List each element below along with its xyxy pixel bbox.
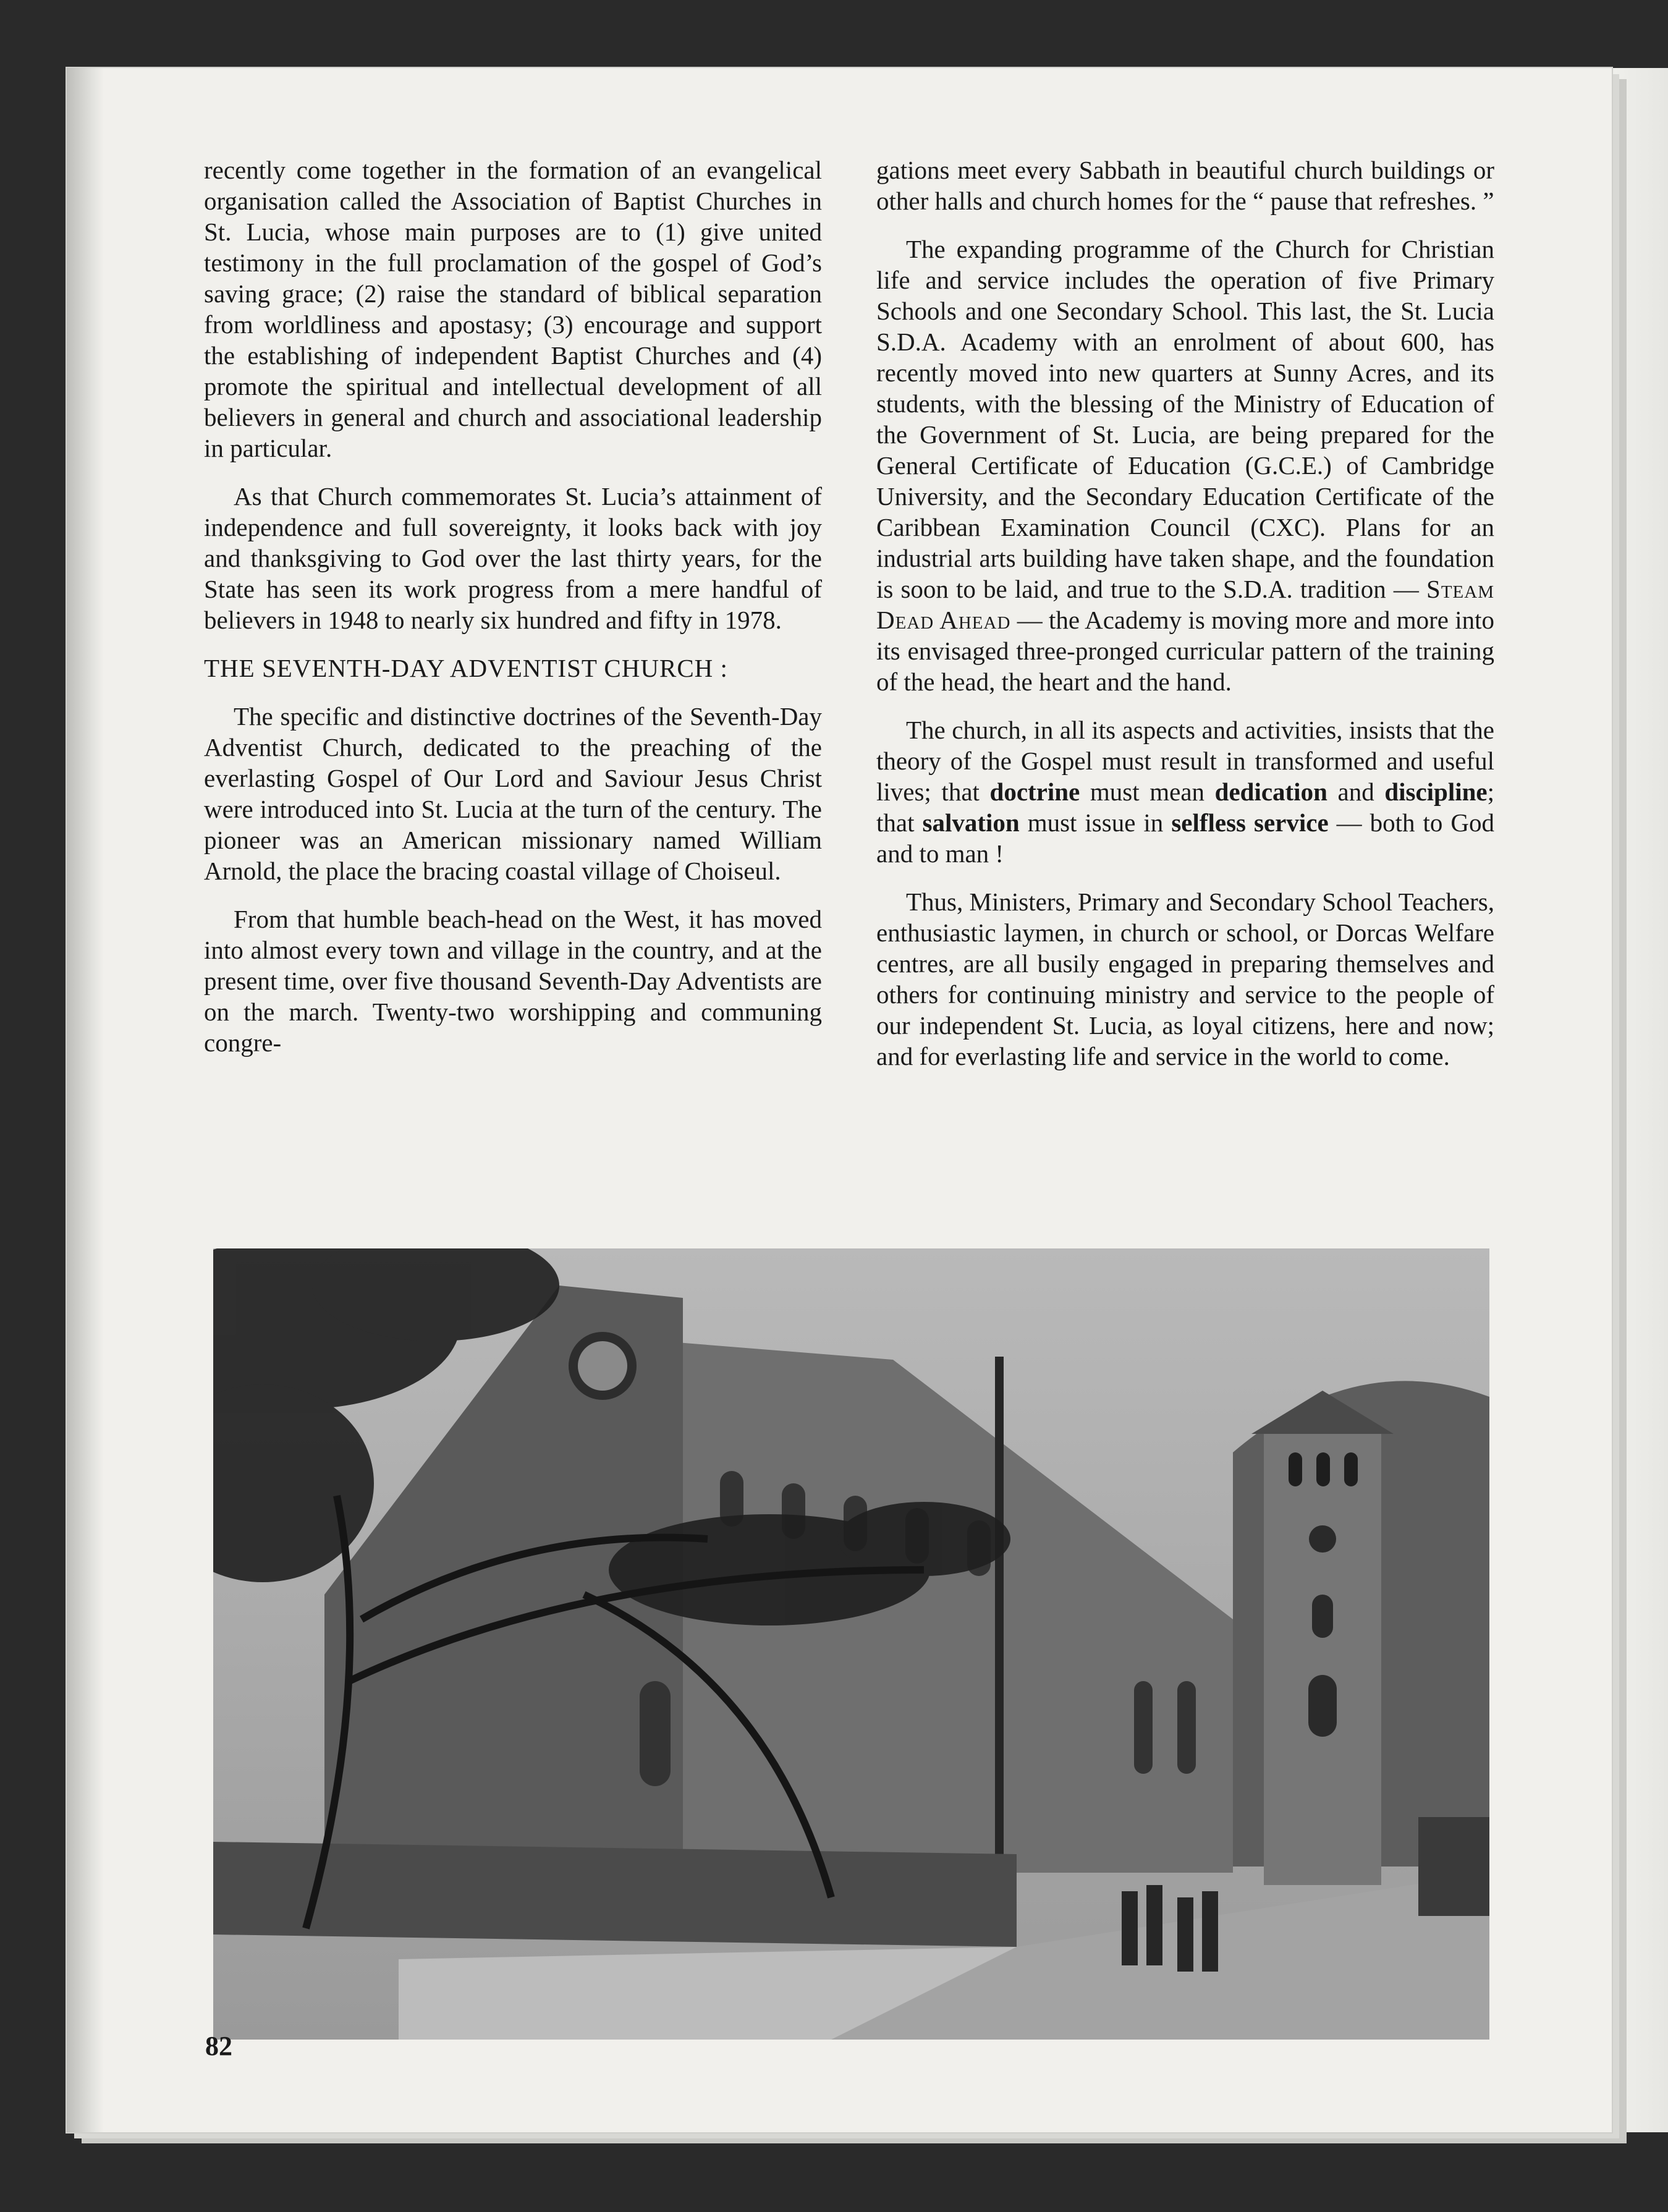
utility-pole: [995, 1357, 1004, 1901]
paragraph: gations meet every Sabbath in beautiful church buildings or other halls and church homes for the “ pause that refreshes. ”: [876, 156, 1494, 215]
bell-tower: [1264, 1428, 1381, 1885]
parked-vehicle: [1418, 1817, 1489, 1916]
paragraph: recently come together in the formation of an evangelical organisation called the Association of Baptist Churches in St. Lucia, whose main purposes are to (1) give united testimony in the full proclamation of the gospel of God’s saving grace; (2) raise the standard of biblical separation from worldliness and apostasy; (3) encourage and support the establishing of independent Baptist Churches and (4) promote the spiritual and intellectual development of all believers in general and church and associational leadership in particular.: [204, 156, 822, 462]
bold-term: discipline: [1384, 778, 1488, 806]
small-caps-text: Steam Dead Ahead: [876, 575, 1494, 634]
paragraph: From that humble beach-head on the West, it has moved into almost every town and village in the country, and at the present time, over five thousand Seventh-Day Adventists are on the march. Twenty-two worshipping and communing congre-: [204, 905, 822, 1057]
section-heading: THE SEVENTH-DAY ADVENTIST CHURCH :: [204, 654, 728, 682]
text-run: must issue in: [1027, 808, 1164, 837]
text-run: — the Academy is moving more and more into its envisaged three-pronged curricular pattern of the training of the head, the heart and the hand.: [876, 606, 1495, 696]
text-run: ; that: [876, 778, 1495, 837]
text-run: and: [1337, 778, 1374, 806]
paragraph: [876, 714, 1494, 869]
bold-term: doctrine: [989, 778, 1080, 806]
paragraph: The specific and distinctive doctrines of the Seventh-Day Adventist Church, dedicated to the preaching of the everlasting Gospel of Our Lord and Saviour Jesus Christ were introduced into St. Lucia at the turn of the century. The pioneer was an American missionary named William Arnold, the place the bracing coastal village of Choiseul.: [204, 702, 822, 885]
page-number: 82: [205, 2031, 232, 2061]
text-run: — both to God and to man !: [876, 808, 1495, 868]
paragraph: As that Church commemorates St. Lucia’s attainment of independence and full sovereignty, it looks back with joy and thanksgiving to God over the last thirty years, for the State has seen its work progress from a mere handful of believers in 1948 to nearly six hundred and fifty in 1978.: [204, 482, 822, 634]
bold-term: salvation: [922, 808, 1020, 837]
bold-term: selfless service: [1171, 808, 1329, 837]
paragraph: [876, 234, 1494, 697]
text-run: The church, in all its aspects and activities, insists that the theory of the Gospel must result in transformed and useful lives; that: [876, 716, 1494, 806]
text-run: must mean: [1090, 778, 1205, 806]
text-run: The expanding programme of the Church for Christian life and service includes the operation of five Primary Schools and one Secondary School. This last, the St. Lucia S.D.A. Academy with an enrolment of about 600, has recently moved into new quarters at Sunny Acres, and its students, with the blessing of the Ministry of Education of the Government of St. Lucia, are being prepared for the General Certificate of Education (G.C.E.) of Cambridge University, and the Secondary Education Certificate of the Caribbean Examination Council (CXC). Plans for an industrial arts building have taken shape, and the foundation is soon to be laid, and true to the S.D.A. tradition —: [876, 235, 1494, 603]
right-column: [876, 155, 1494, 1089]
page-binding-shadow: [67, 68, 104, 2132]
left-column: [204, 155, 822, 1075]
bold-term: dedication: [1214, 778, 1327, 806]
church-photograph: [213, 1248, 1489, 2040]
paragraph: Thus, Ministers, Primary and Secondary School Teachers, enthusiastic laymen, in church or school, or Dorcas Welfare centres, are all busily engaged in preparing themselves and others for continuing ministry and service to the people of our independent St. Lucia, as loyal citizens, here and now; and for everlasting life and service in the world to come.: [876, 888, 1494, 1070]
boundary-wall: [213, 1842, 1017, 1947]
